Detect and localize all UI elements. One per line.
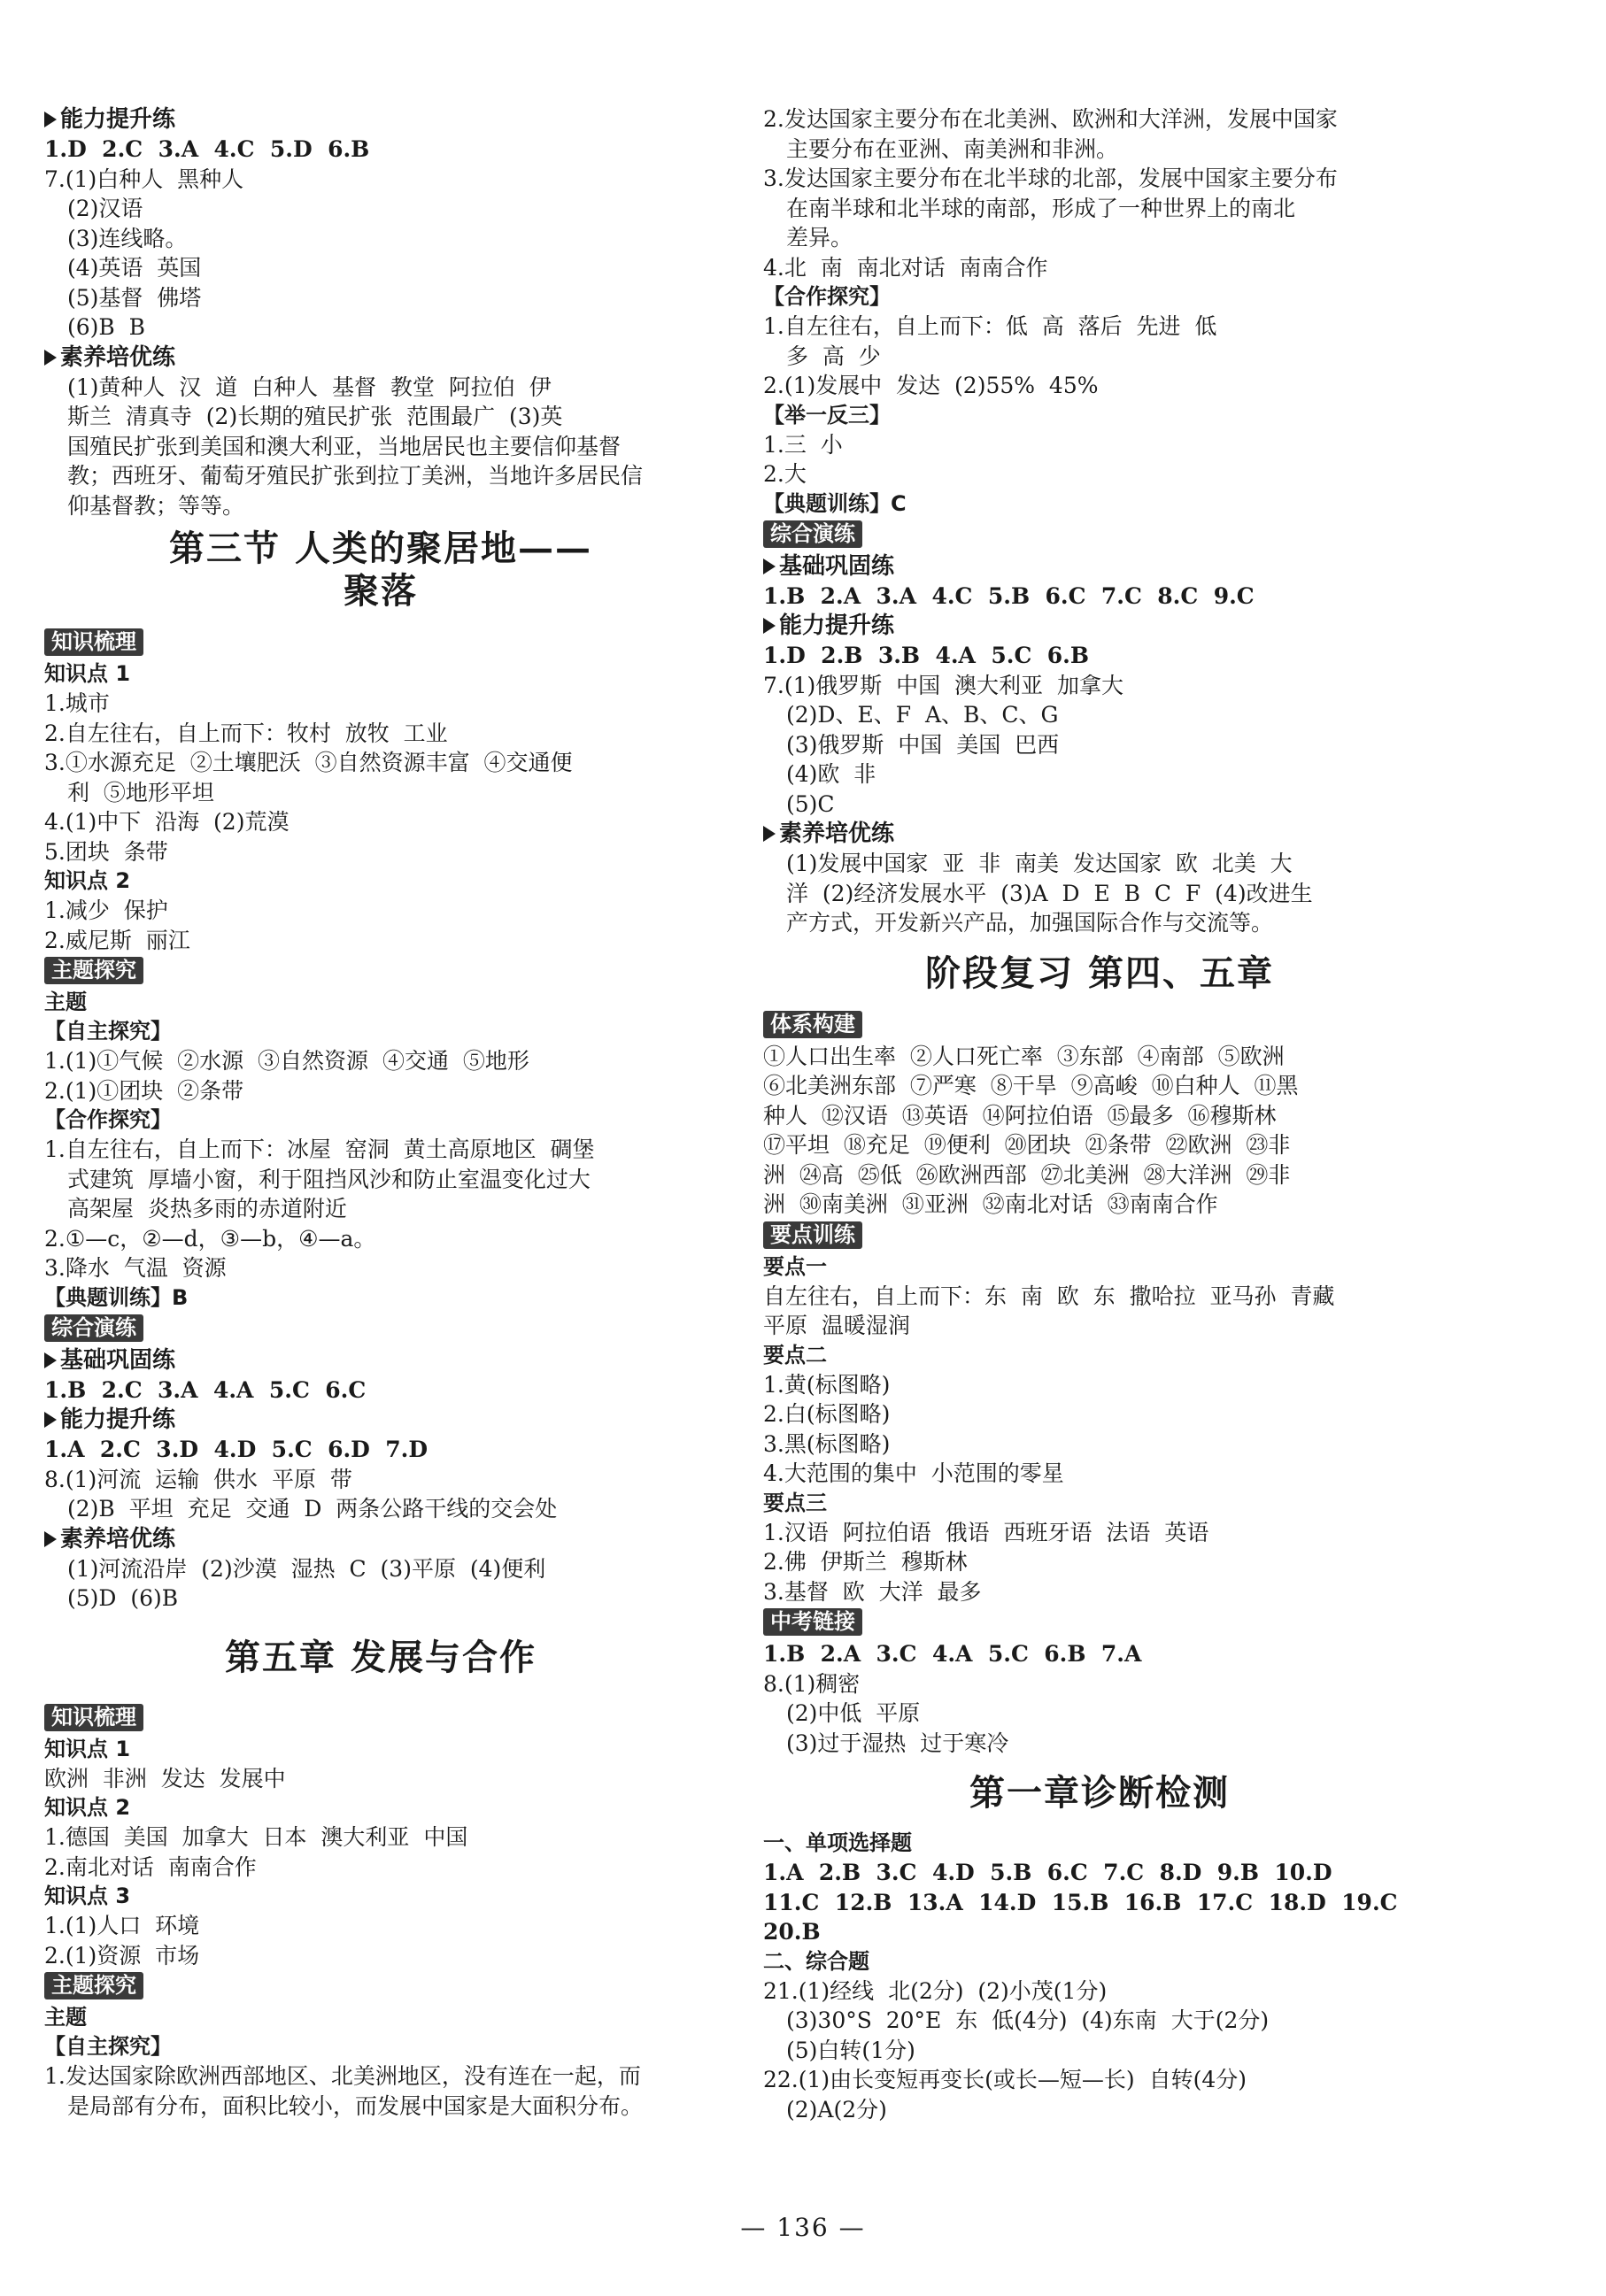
- answer-line: 2.威尼斯 丽江: [44, 927, 190, 953]
- answer-line: 1.发达国家除欧洲西部地区、北美洲地区，没有连在一起，而: [44, 2063, 641, 2089]
- answer-line: 2.①—c，②—d，③—b，④—a。: [44, 1225, 376, 1252]
- subheading: 知识点 1: [44, 661, 131, 686]
- section-label: [763, 520, 1436, 550]
- exercise-header-label: 基础巩固练: [60, 1346, 176, 1374]
- answer-line: (2)D、E、F A、B、C、G: [786, 702, 1059, 728]
- answer-line: 式建筑 厚墙小窗，利于阻挡风沙和防止室温变化过大: [67, 1166, 591, 1192]
- spacer: [44, 613, 717, 627]
- right-column: [763, 104, 1436, 2124]
- answer-line: 1.(1)①气候 ②水源 ③自然资源 ④交通 ⑤地形: [44, 1048, 529, 1074]
- triangle-bullet-icon: [44, 112, 57, 127]
- answer-line: ⑥北美洲东部 ⑦严寒 ⑧干旱 ⑨高峻 ⑩白种人 ⑪黑: [763, 1073, 1299, 1098]
- answer-line: 1.B 2.C 3.A 4.A 5.C 6.C: [44, 1376, 367, 1403]
- exercise-header: [44, 1405, 717, 1435]
- answer-line: 2.佛 伊斯兰 穆斯林: [763, 1549, 968, 1575]
- answer-line: 1.A 2.C 3.D 4.D 5.C 6.D 7.D: [44, 1437, 429, 1462]
- answer-line: 1.B 2.A 3.C 4.A 5.C 6.B 7.A: [763, 1641, 1142, 1667]
- answer-line: 是局部有分布，面积比较小，而发展中国家是大面积分布。: [67, 2092, 644, 2119]
- triangle-bullet-icon: [44, 1352, 57, 1368]
- answer-line: 2.自左往右，自上而下：牧村 放牧 工业: [44, 720, 448, 746]
- answer-line: (5)D (6)B: [67, 1585, 179, 1611]
- answer-line: 1.黄(标图略): [763, 1371, 891, 1398]
- triangle-bullet-icon: [44, 350, 57, 366]
- exercise-header-label: 素养培优练: [60, 343, 176, 371]
- exercise-header-label: 能力提升练: [60, 1406, 176, 1433]
- section-label: [44, 628, 717, 658]
- answer-line: (3)30°S 20°E 东 低(4分) (4)东南 大于(2分): [786, 2007, 1270, 2033]
- answer-line: (2)汉语: [67, 196, 143, 221]
- answer-line: 洲 ㉔高 ㉕低 ㉖欧洲西部 ㉗北美洲 ㉘大洋洲 ㉙非: [763, 1161, 1291, 1188]
- triangle-bullet-icon: [44, 1531, 57, 1547]
- answer-line: 1.城市: [44, 690, 110, 716]
- bracket-heading: 【合作探究】: [763, 284, 891, 309]
- exercise-header-label: 能力提升练: [779, 613, 895, 639]
- answer-line: 11.C 12.B 13.A 14.D 15.B 16.B 17.C 18.D 19.C: [763, 1889, 1398, 1915]
- answer-line: 斯兰 清真寺 (2)长期的殖民扩张 范围最广 (3)英: [67, 404, 563, 429]
- answer-line: (3)连线略。: [67, 225, 188, 251]
- answer-line: 2.(1)资源 市场: [44, 1942, 200, 1969]
- answer-line: 21.(1)经线 北(2分) (2)小茂(1分): [763, 1977, 1108, 2004]
- answer-line: 3.降水 气温 资源: [44, 1255, 227, 1281]
- answer-line: 高架屋 炎热多雨的赤道附近: [67, 1196, 347, 1221]
- answer-line: 3.黑(标图略): [763, 1430, 891, 1457]
- triangle-bullet-icon: [763, 559, 776, 574]
- answer-line: ⑰平坦 ⑱充足 ⑲便利 ⑳团块 ㉑条带 ㉒欧洲 ㉓非: [763, 1132, 1291, 1158]
- spacer: [44, 1679, 717, 1702]
- exercise-header: [763, 611, 1436, 641]
- answer-line: 2.发达国家主要分布在北美洲、欧洲和大洋洲，发展中国家: [763, 106, 1338, 132]
- subheading: 知识点 2: [44, 1795, 131, 1820]
- bracket-heading: 【举一反三】: [763, 402, 891, 428]
- answer-line: 1.A 2.B 3.C 4.D 5.B 6.C 7.C 8.D 9.B 10.D: [763, 1860, 1332, 1885]
- section-label: [763, 1221, 1436, 1251]
- subheading: 要点三: [763, 1490, 827, 1515]
- answer-line: 20.B: [763, 1919, 821, 1945]
- answer-line: 5.团块 条带: [44, 838, 168, 865]
- answer-line: 自左往右，自上而下：东 南 欧 东 撒哈拉 亚马孙 青藏: [763, 1283, 1335, 1309]
- answer-line: 1.三 小: [763, 431, 843, 458]
- answer-line: 仰基督教；等等。: [67, 492, 245, 519]
- answer-line: 利 ⑤地形平坦: [67, 779, 214, 805]
- answer-line: 7.(1)俄罗斯 中国 澳大利亚 加拿大: [763, 672, 1123, 698]
- answer-line: (4)英语 英国: [67, 255, 202, 281]
- subheading: 知识点 3: [44, 1884, 131, 1908]
- answer-line: 1.B 2.A 3.A 4.C 5.B 6.C 7.C 8.C 9.C: [763, 582, 1255, 609]
- answer-line: 2.白(标图略): [763, 1401, 891, 1427]
- subheading: 知识点 2: [44, 868, 131, 893]
- exercise-header: [763, 819, 1436, 849]
- answer-line: 1.自左往右，自上而下：冰屋 窑洞 黄土高原地区 碉堡: [44, 1136, 595, 1162]
- section-label-text: 知识梳理: [44, 628, 143, 656]
- answer-line: 3.基督 欧 大洋 最多: [763, 1578, 982, 1605]
- answer-line: (4)欧 非: [786, 761, 876, 787]
- page-number: — 136 —: [740, 2213, 866, 2242]
- answer-line: 洋 (2)经济发展水平 (3)A D E B C F (4)改进生: [786, 880, 1313, 906]
- answer-line: ①人口出生率 ②人口死亡率 ③东部 ④南部 ⑤欧洲: [763, 1043, 1285, 1069]
- triangle-bullet-icon: [763, 618, 776, 634]
- answer-line: 1.(1)人口 环境: [44, 1913, 200, 1938]
- triangle-bullet-icon: [44, 1412, 57, 1428]
- answer-line: 差异。: [786, 225, 853, 250]
- section-label-text: 综合演练: [763, 520, 862, 548]
- answer-line: (5)C: [786, 790, 835, 817]
- section-label-text: 中考链接: [763, 1608, 862, 1636]
- answer-line: 产方式，开发新兴产品，加强国际合作与交流等。: [786, 910, 1274, 936]
- section-label: [763, 1011, 1436, 1040]
- section-label: [44, 957, 717, 986]
- exercise-header-label: 能力提升练: [60, 106, 176, 133]
- section-title: 阶段复习 第四、五章: [925, 952, 1274, 994]
- answer-line: 主要分布在亚洲、南美洲和非洲。: [786, 135, 1119, 162]
- spacer: [763, 995, 1436, 1009]
- exercise-header-label: 素养培优练: [60, 1525, 176, 1552]
- section-title: 第一章诊断检测: [969, 1772, 1230, 1814]
- spacer: [44, 1614, 717, 1637]
- answer-line: (3)过于湿热 过于寒冷: [786, 1730, 1009, 1756]
- answer-line: 1.D 2.B 3.B 4.A 5.C 6.B: [763, 643, 1089, 668]
- answer-line: 4.大范围的集中 小范围的零星: [763, 1460, 1064, 1486]
- answer-line: (1)黄种人 汉 道 白种人 基督 教堂 阿拉伯 伊: [67, 374, 552, 400]
- bracket-heading: 【自主探究】: [44, 1019, 172, 1044]
- section-label-text: 主题探究: [44, 957, 143, 984]
- spacer: [763, 938, 1436, 952]
- section-label-text: 主题探究: [44, 1972, 143, 1999]
- exercise-header-label: 基础巩固练: [779, 552, 895, 580]
- answer-line: (2)A(2分): [786, 2096, 887, 2123]
- answer-line: 7.(1)白种人 黑种人: [44, 166, 244, 192]
- answer-line: 1.德国 美国 加拿大 日本 澳大利亚 中国: [44, 1824, 468, 1850]
- answer-line: (5)基督 佛塔: [67, 284, 202, 311]
- answer-line: (1)河流沿岸 (2)沙漠 湿热 C (3)平原 (4)便利: [67, 1555, 546, 1582]
- section-label: [44, 1704, 717, 1733]
- answer-line: 8.(1)稠密: [763, 1670, 861, 1697]
- left-column: [44, 104, 717, 2121]
- answer-line: 1.自左往右，自上而下：低 高 落后 先进 低: [763, 313, 1217, 339]
- section-label: [44, 1972, 717, 2001]
- exercise-header: [44, 1345, 717, 1375]
- spacer: [763, 1758, 1436, 1772]
- answer-line: 2.(1)发展中 发达 (2)55% 45%: [763, 373, 1099, 398]
- answer-line: 3.①水源充足 ②土壤肥沃 ③自然资源丰富 ④交通便: [44, 750, 573, 775]
- answer-line: (2)B 平坦 充足 交通 D 两条公路干线的交会处: [67, 1496, 558, 1522]
- bracket-heading: 【典题训练】B: [44, 1284, 189, 1310]
- answer-line: 教；西班牙、葡萄牙殖民扩张到拉丁美洲，当地许多居民信: [67, 463, 644, 489]
- section-label: [44, 1314, 717, 1344]
- answer-line: 4.北 南 南北对话 南南合作: [763, 254, 1048, 281]
- answer-line: 多 高 少: [786, 343, 881, 369]
- section-title: 第五章 发展与合作: [225, 1636, 537, 1678]
- triangle-bullet-icon: [763, 826, 776, 842]
- answer-line: 1.减少 保护: [44, 898, 168, 923]
- section-label-text: 要点训练: [763, 1221, 862, 1249]
- answer-line: 洲 ㉚南美洲 ㉛亚洲 ㉜南北对话 ㉝南南合作: [763, 1191, 1218, 1217]
- section-title: 第三节 人类的聚居地——: [169, 528, 592, 569]
- subheading: 要点一: [763, 1253, 827, 1279]
- subheading: 知识点 1: [44, 1736, 131, 1761]
- exercise-header: [44, 1524, 717, 1554]
- section-label: [763, 1608, 1436, 1637]
- bracket-heading: 【自主探究】: [44, 2034, 172, 2059]
- exercise-header: [763, 551, 1436, 582]
- answer-line: 2.南北对话 南南合作: [44, 1853, 257, 1880]
- answer-line: 2.大: [763, 461, 807, 487]
- answer-line: (1)发展中国家 亚 非 南美 发达国家 欧 北美 大: [786, 851, 1293, 876]
- answer-line: 1.D 2.C 3.A 4.C 5.D 6.B: [44, 136, 370, 162]
- section-label-text: 体系构建: [763, 1011, 862, 1038]
- answer-line: 22.(1)由长变短再变长(或长—短—长) 自转(4分): [763, 2067, 1247, 2092]
- bracket-heading: 【典题训练】C: [763, 490, 907, 516]
- answer-line: 3.发达国家主要分布在北半球的北部，发展中国家主要分布: [763, 166, 1338, 191]
- answer-line: (6)B B: [67, 314, 146, 340]
- subheading: 主题: [44, 2005, 87, 2030]
- section-label-text: 综合演练: [44, 1314, 143, 1342]
- answer-line: (5)白转(1分): [786, 2037, 915, 2063]
- section-label-text: 知识梳理: [44, 1704, 143, 1731]
- answer-line: 平原 温暖湿润: [763, 1313, 910, 1338]
- exercise-header: [44, 343, 717, 373]
- exercise-header: [44, 104, 717, 135]
- answer-line: 欧洲 非洲 发达 发展中: [44, 1765, 286, 1791]
- answer-line: (2)中低 平原: [786, 1700, 921, 1726]
- bracket-heading: 【合作探究】: [44, 1107, 172, 1132]
- subheading: 一、单项选择题: [763, 1830, 912, 1855]
- answer-line: 2.(1)①团块 ②条带: [44, 1077, 244, 1104]
- section-title: 聚落: [344, 570, 418, 612]
- answer-line: 种人 ⑫汉语 ⑬英语 ⑭阿拉伯语 ⑮最多 ⑯穆斯林: [763, 1102, 1277, 1129]
- answer-line: 1.汉语 阿拉伯语 俄语 西班牙语 法语 英语: [763, 1519, 1209, 1545]
- subheading: 主题: [44, 990, 87, 1014]
- subheading: 要点二: [763, 1342, 827, 1368]
- answer-line: 国殖民扩张到美国和澳大利亚，当地居民也主要信仰基督: [67, 433, 622, 459]
- exercise-header-label: 素养培优练: [779, 821, 895, 847]
- answer-line: 4.(1)中下 沿海 (2)荒漠: [44, 809, 290, 835]
- spacer: [763, 1814, 1436, 1829]
- subheading: 二、综合题: [763, 1948, 869, 1974]
- answer-line: 8.(1)河流 运输 供水 平原 带: [44, 1466, 352, 1492]
- answer-line: (3)俄罗斯 中国 美国 巴西: [786, 731, 1060, 758]
- answer-line: 在南半球和北半球的南部，形成了一种世界上的南北: [786, 195, 1296, 221]
